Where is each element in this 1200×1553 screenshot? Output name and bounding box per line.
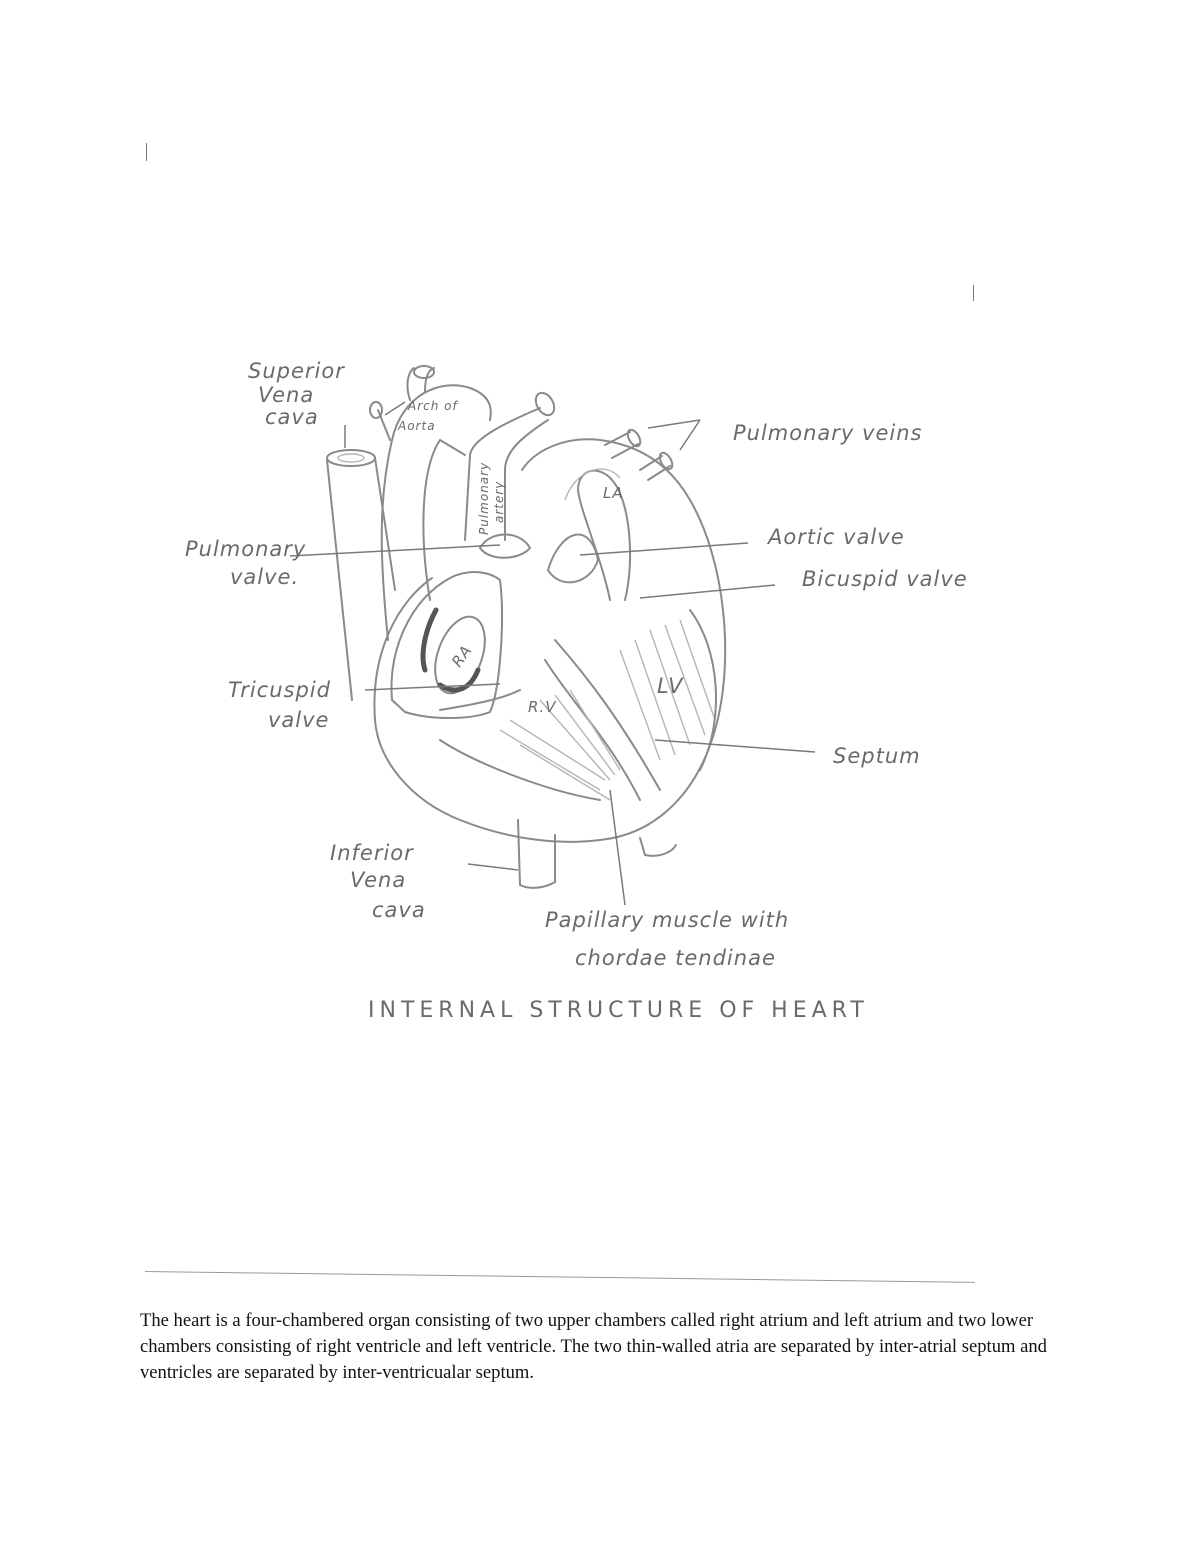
label-inferior-vena-cava: Inferior Vena cava	[330, 841, 426, 922]
heart-drawing	[327, 366, 725, 888]
leader-pulm-valve	[290, 545, 500, 556]
leader-tricuspid	[365, 684, 500, 690]
leader-ivc	[468, 864, 518, 870]
label-septum: Septum	[833, 744, 921, 768]
diagram-caption: INTERNAL STRUCTURE OF HEART	[368, 998, 869, 1023]
label-tricuspid-valve: Tricuspid valve	[228, 678, 331, 732]
label-pulmonary-artery: Pulmonary artery	[477, 461, 506, 535]
leader-bicuspid	[640, 585, 775, 598]
label-ra: RA	[447, 641, 476, 671]
leader-septum	[655, 740, 815, 752]
label-aortic-valve: Aortic valve	[768, 525, 905, 549]
label-pulmonary-valve: Pulmonary valve.	[185, 537, 307, 589]
label-arch-of-aorta: Arch of Aorta	[398, 399, 458, 433]
label-la: LA	[603, 484, 624, 502]
septum-line	[545, 660, 640, 800]
pulmonary-veins-vessels	[605, 428, 675, 480]
leader-lines	[290, 402, 815, 905]
label-lv: LV	[657, 674, 684, 698]
label-pulmonary-veins: Pulmonary veins	[733, 421, 923, 445]
inferior-vena-cava-vessel	[518, 820, 676, 888]
body-paragraph: The heart is a four-chambered organ consisting of two upper chambers called right atrium and left atrium and two lower chambers consisting of right ventricle and left ventricle. The two thin-walled atria are separated by inter-atrial septum and ventricles are separated by inter-ventricualar septum.	[140, 1310, 1047, 1383]
label-papillary-muscle: Papillary muscle with chordae tendinae	[545, 908, 790, 970]
leader-aortic-valve	[580, 543, 748, 555]
label-bicuspid-valve: Bicuspid valve	[802, 567, 968, 591]
label-superior-vena-cava: Superior Vena cava	[248, 359, 345, 429]
label-rv: R.V	[528, 698, 557, 716]
ra-muscle-band	[423, 610, 436, 670]
aortic-valve-cusps	[548, 535, 598, 583]
leader-pulm-veins	[648, 420, 700, 450]
leader-papillary	[610, 790, 625, 905]
